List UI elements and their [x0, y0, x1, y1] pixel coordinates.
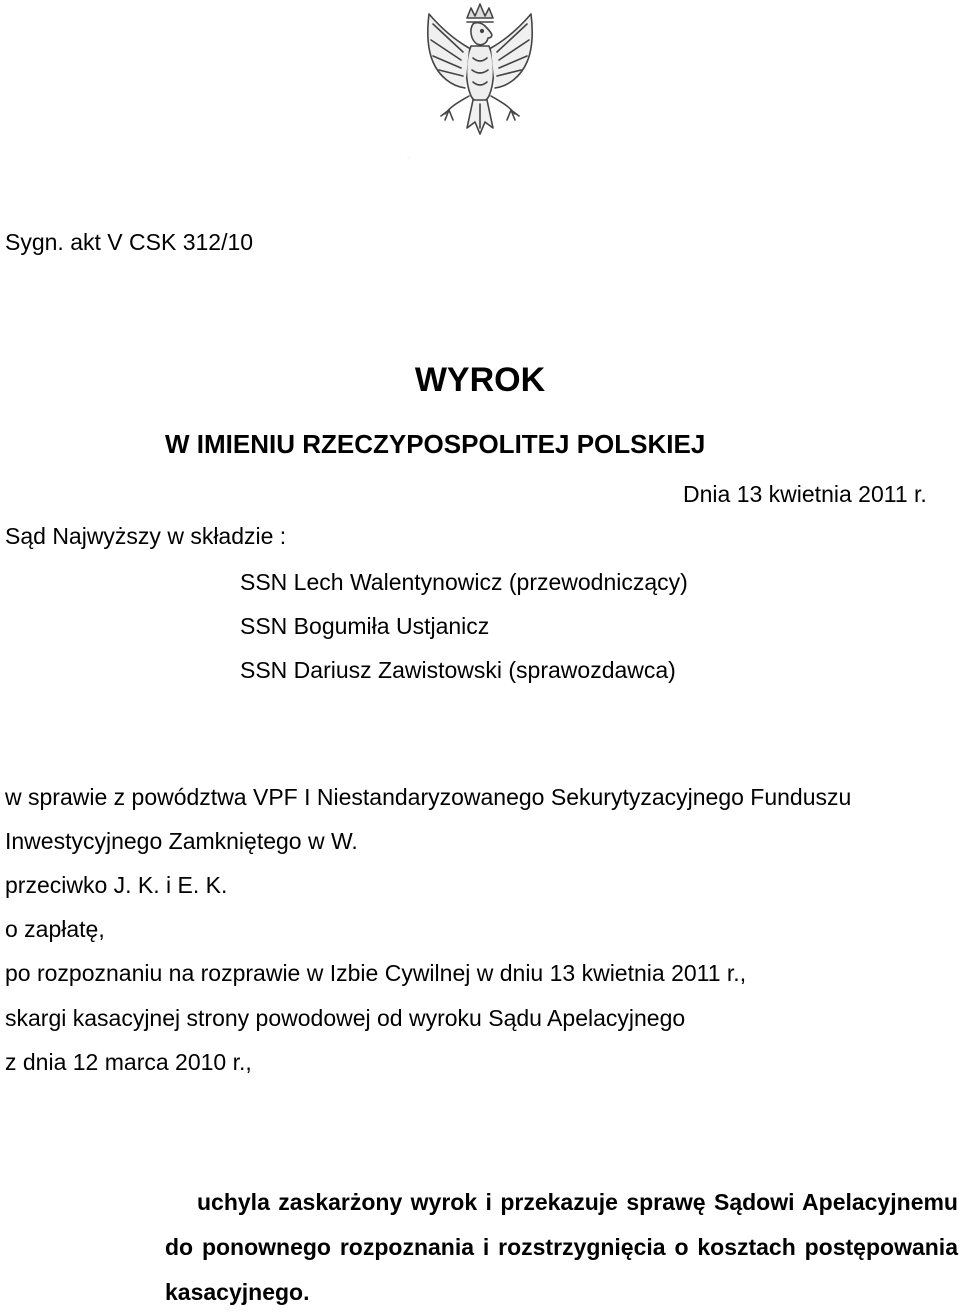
verdict-text: uchyla zaskarżony wyrok i przekazuje sprawę Sądowi Apelacyjnemu do ponownego rozpoznania i rozstrzygnięcia o kosztach postępowania kasacyjnego. — [165, 1189, 958, 1305]
case-parties-line-1: w sprawie z powództwa VPF I Niestandaryzowanego Sekurytyzacyjnego Funduszu — [5, 784, 852, 810]
judge-member: SSN Bogumiła Ustjanicz — [240, 613, 490, 639]
case-appeal: skargi kasacyjnej strony powodowej od wyroku Sądu Apelacyjnego — [5, 1005, 686, 1031]
case-hearing: po rozpoznaniu na rozprawie w Izbie Cywilnej w dniu 13 kwietnia 2011 r., — [5, 960, 747, 986]
case-appeal-date: z dnia 12 marca 2010 r., — [5, 1049, 252, 1075]
case-subject: o zapłatę, — [5, 916, 105, 942]
judge-rapporteur: SSN Dariusz Zawistowski (sprawozdawca) — [240, 657, 676, 683]
judge-presiding: SSN Lech Walentynowicz (przewodniczący) — [240, 569, 688, 595]
svg-text:·: · — [407, 155, 410, 162]
judgment-date: Dnia 13 kwietnia 2011 r. — [683, 481, 927, 507]
document-title: WYROK — [414, 361, 546, 399]
case-defendants: przeciwko J. K. i E. K. — [5, 872, 228, 898]
court-composition-intro: Sąd Najwyższy w składzie : — [5, 523, 287, 549]
polish-eagle-emblem-icon — [405, 0, 555, 165]
document-subtitle: W IMIENIU RZECZYPOSPOLITEJ POLSKIEJ — [165, 429, 706, 459]
case-signature: Sygn. akt V CSK 312/10 — [5, 229, 254, 255]
case-parties-line-2: Inwestycyjnego Zamkniętego w W. — [5, 828, 358, 854]
